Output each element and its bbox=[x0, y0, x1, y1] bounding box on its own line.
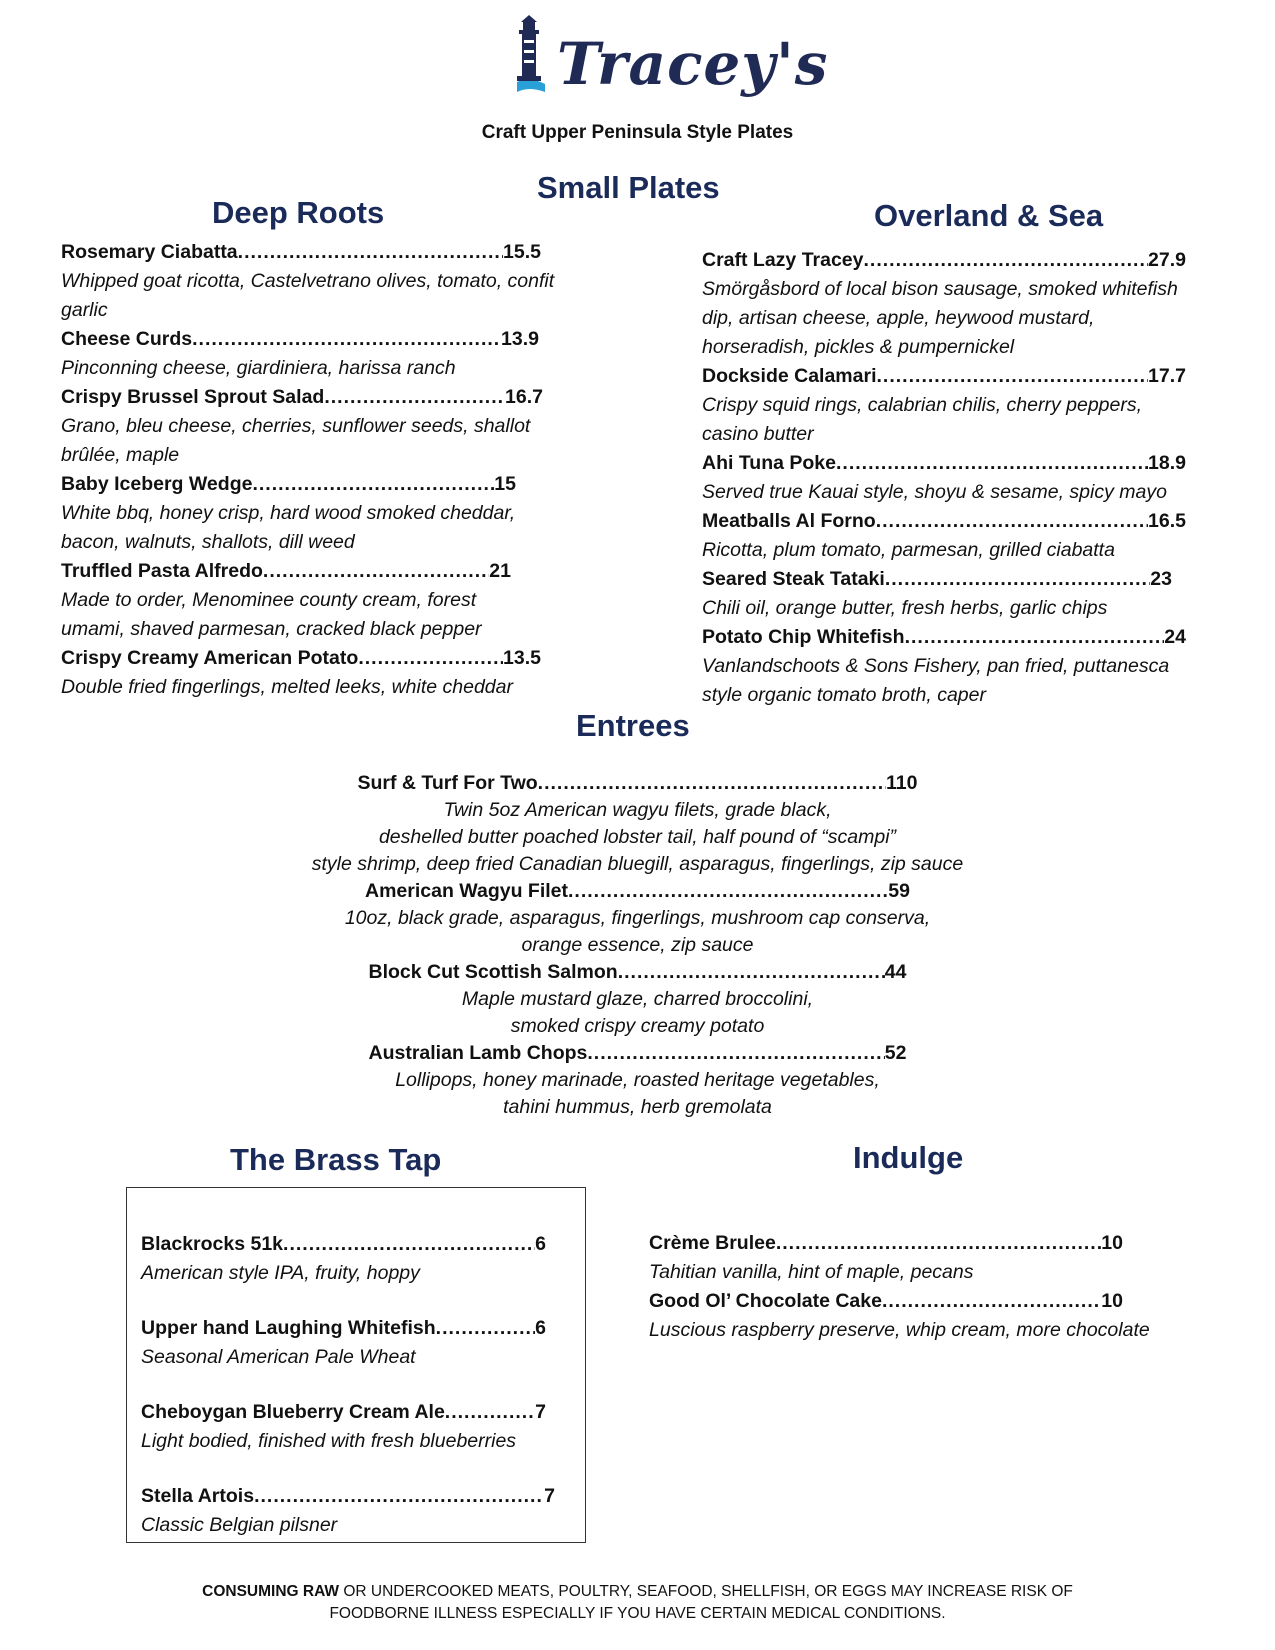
indulge-heading: Indulge bbox=[853, 1140, 964, 1175]
menu-item bbox=[649, 1287, 1189, 1345]
brass-tap-heading: The Brass Tap bbox=[230, 1142, 442, 1177]
item-name: Blackrocks 51k bbox=[141, 1233, 284, 1255]
leader-dots bbox=[324, 383, 505, 412]
item-desc-line: tahini hummus, herb gremolata bbox=[503, 1096, 772, 1118]
item-desc: Seasonal American Pale Wheat bbox=[141, 1346, 416, 1368]
entrees-list bbox=[0, 770, 1275, 1121]
item-desc-line: Lollipops, honey marinade, roasted heritage vegetables, bbox=[395, 1069, 880, 1091]
menu-item bbox=[61, 238, 561, 325]
item-name: Baby Iceberg Wedge bbox=[61, 473, 253, 495]
item-price: 59 bbox=[888, 880, 910, 902]
item-price: 44 bbox=[884, 961, 907, 983]
leader-dots bbox=[836, 449, 1148, 478]
leader-dots bbox=[905, 623, 1165, 652]
item-name: Cheboygan Blueberry Cream Ale bbox=[141, 1401, 445, 1423]
item-price: 7 bbox=[535, 1401, 546, 1423]
item-name: Potato Chip Whitefish bbox=[702, 626, 905, 648]
item-price: 52 bbox=[884, 1042, 907, 1064]
item-price: 13.5 bbox=[503, 647, 541, 669]
item-price: 7 bbox=[544, 1485, 555, 1507]
tagline: Craft Upper Peninsula Style Plates bbox=[481, 122, 794, 143]
item-desc-line: style shrimp, deep fried Canadian bluegill, asparagus, fingerlings, zip sauce bbox=[311, 853, 964, 875]
item-name: Good Ol’ Chocolate Cake bbox=[649, 1290, 882, 1312]
item-name: Ahi Tuna Poke bbox=[702, 452, 836, 474]
deep-roots-list bbox=[61, 238, 561, 702]
item-desc: Crispy squid rings, calabrian chilis, cherry peppers, casino butter bbox=[702, 394, 1143, 445]
menu-item bbox=[702, 362, 1212, 449]
item-desc: Vanlandschoots & Sons Fishery, pan fried, puttanesca style organic tomato broth, caper bbox=[702, 655, 1170, 706]
menu-item bbox=[61, 644, 561, 702]
item-desc-line: smoked crispy creamy potato bbox=[510, 1015, 765, 1037]
item-name: Craft Lazy Tracey bbox=[702, 249, 864, 271]
leader-dots bbox=[877, 362, 1149, 391]
menu-item bbox=[702, 623, 1212, 710]
disclaimer-text: OR UNDERCOOKED MEATS, POULTRY, SEAFOOD, SHELLFISH, OR EGGS MAY INCREASE RISK OF bbox=[339, 1583, 1073, 1600]
item-desc: White bbq, honey crisp, hard wood smoked cheddar, bacon, walnuts, shallots, dill weed bbox=[61, 502, 516, 553]
item-desc-line: 10oz, black grade, asparagus, fingerlings, mushroom cap conserva, bbox=[344, 907, 931, 929]
leader-dots bbox=[436, 1314, 535, 1343]
leader-dots bbox=[254, 1482, 544, 1511]
item-name: Cheese Curds bbox=[61, 328, 193, 350]
item-desc: Made to order, Menominee county cream, forest umami, shaved parmesan, cracked black pepper bbox=[61, 589, 482, 640]
leader-dots bbox=[876, 507, 1148, 536]
item-name: Truffled Pasta Alfredo bbox=[61, 560, 263, 582]
item-price: 6 bbox=[535, 1233, 546, 1255]
item-name: Stella Artois bbox=[141, 1485, 255, 1507]
item-desc: Light bodied, finished with fresh blueberries bbox=[141, 1430, 517, 1452]
item-desc: Ricotta, plum tomato, parmesan, grilled ciabatta bbox=[702, 539, 1115, 561]
brand-name: Tracey's bbox=[557, 30, 829, 98]
item-name: Rosemary Ciabatta bbox=[61, 241, 238, 263]
menu-item bbox=[0, 770, 1275, 878]
menu-item bbox=[61, 383, 561, 470]
brass-tap-box bbox=[126, 1187, 586, 1543]
menu-item bbox=[702, 565, 1212, 623]
disclaimer-text-2: FOODBORNE ILLNESS ESPECIALLY IF YOU HAVE CERTAIN MEDICAL CONDITIONS. bbox=[329, 1605, 946, 1622]
overland-sea-heading: Overland & Sea bbox=[874, 198, 1104, 233]
menu-item bbox=[702, 449, 1212, 507]
item-desc: Smörgåsbord of local bison sausage, smoked whitefish dip, artisan cheese, apple, heywood mustard, horseradish, pickles & pumpernickel bbox=[702, 278, 1178, 358]
item-name: Dockside Calamari bbox=[702, 365, 877, 387]
leader-dots bbox=[192, 325, 501, 354]
disclaimer-bold: CONSUMING RAW bbox=[202, 1583, 340, 1600]
small-plates-heading: Small Plates bbox=[537, 170, 720, 205]
leader-dots bbox=[587, 1040, 884, 1067]
item-price: 17.7 bbox=[1148, 365, 1186, 387]
item-price: 21 bbox=[489, 560, 511, 582]
menu-item bbox=[61, 325, 561, 383]
item-desc: Grano, bleu cheese, cherries, sunflower seeds, shallot brûlée, maple bbox=[61, 415, 531, 466]
leader-dots bbox=[445, 1398, 535, 1427]
item-desc: Classic Belgian pilsner bbox=[141, 1514, 338, 1536]
menu-item bbox=[702, 246, 1212, 362]
item-desc: Tahitian vanilla, hint of maple, pecans bbox=[649, 1261, 974, 1283]
health-disclaimer bbox=[0, 1581, 1275, 1625]
menu-item bbox=[141, 1398, 546, 1456]
item-desc: Chili oil, orange butter, fresh herbs, garlic chips bbox=[702, 597, 1108, 619]
item-name: Crispy Creamy American Potato bbox=[61, 647, 359, 669]
item-desc: Pinconning cheese, giardiniera, harissa ranch bbox=[61, 357, 456, 379]
menu-item bbox=[0, 959, 1275, 1040]
item-price: 27.9 bbox=[1148, 249, 1186, 271]
menu-item bbox=[61, 557, 561, 644]
leader-dots bbox=[252, 470, 494, 499]
menu-item bbox=[649, 1229, 1189, 1287]
leader-dots bbox=[238, 238, 503, 267]
item-desc: Luscious raspberry preserve, whip cream, more chocolate bbox=[649, 1319, 1150, 1341]
item-desc-line: Maple mustard glaze, charred broccolini, bbox=[461, 988, 814, 1010]
item-price: 23 bbox=[1150, 568, 1172, 590]
item-name: Surf & Turf For Two bbox=[357, 772, 538, 794]
menu-item bbox=[61, 470, 561, 557]
indulge-list bbox=[649, 1229, 1189, 1345]
item-name: Seared Steak Tataki bbox=[702, 568, 885, 590]
item-name: Crispy Brussel Sprout Salad bbox=[61, 386, 325, 408]
item-price: 13.9 bbox=[501, 328, 539, 350]
item-desc: American style IPA, fruity, hoppy bbox=[141, 1262, 420, 1284]
menu-item bbox=[0, 1040, 1275, 1121]
leader-dots bbox=[358, 644, 503, 673]
item-price: 24 bbox=[1164, 626, 1186, 648]
menu-item bbox=[141, 1230, 546, 1288]
item-desc-line: orange essence, zip sauce bbox=[521, 934, 754, 956]
item-desc-line: deshelled butter poached lobster tail, half pound of “scampi” bbox=[378, 826, 897, 848]
logo bbox=[505, 12, 829, 112]
item-name: Australian Lamb Chops bbox=[368, 1042, 588, 1064]
item-desc: Whipped goat ricotta, Castelvetrano olives, tomato, confit garlic bbox=[61, 270, 555, 321]
deep-roots-heading: Deep Roots bbox=[212, 195, 385, 230]
menu-item bbox=[0, 878, 1275, 959]
lighthouse-icon bbox=[505, 12, 565, 108]
entrees-heading: Entrees bbox=[576, 708, 690, 743]
leader-dots bbox=[885, 565, 1150, 594]
item-name: Block Cut Scottish Salmon bbox=[368, 961, 618, 983]
item-name: Crème Brulee bbox=[649, 1232, 776, 1254]
leader-dots bbox=[538, 770, 886, 797]
menu-item bbox=[141, 1482, 555, 1540]
item-price: 16.7 bbox=[505, 386, 543, 408]
item-price: 18.9 bbox=[1148, 452, 1186, 474]
leader-dots bbox=[283, 1230, 535, 1259]
item-price: 10 bbox=[1101, 1232, 1123, 1254]
item-desc: Double fried fingerlings, melted leeks, white cheddar bbox=[61, 676, 513, 698]
item-price: 15 bbox=[494, 473, 516, 495]
leader-dots bbox=[618, 959, 885, 986]
item-price: 110 bbox=[886, 772, 918, 794]
overland-sea-list bbox=[702, 246, 1212, 710]
item-price: 15.5 bbox=[503, 241, 541, 263]
item-price: 10 bbox=[1101, 1290, 1123, 1312]
leader-dots bbox=[263, 557, 489, 586]
item-price: 6 bbox=[535, 1317, 546, 1339]
menu-item bbox=[141, 1314, 546, 1372]
menu-item bbox=[702, 507, 1212, 565]
leader-dots bbox=[864, 246, 1149, 275]
item-name: Upper hand Laughing Whitefish bbox=[141, 1317, 436, 1339]
item-desc: Served true Kauai style, shoyu & sesame, spicy mayo bbox=[702, 481, 1167, 503]
item-price: 16.5 bbox=[1148, 510, 1186, 532]
item-desc-line: Twin 5oz American wagyu filets, grade black, bbox=[443, 799, 832, 821]
item-name: Meatballs Al Forno bbox=[702, 510, 876, 532]
leader-dots bbox=[882, 1287, 1101, 1316]
leader-dots bbox=[776, 1229, 1101, 1258]
item-name: American Wagyu Filet bbox=[365, 880, 568, 902]
leader-dots bbox=[568, 878, 888, 905]
